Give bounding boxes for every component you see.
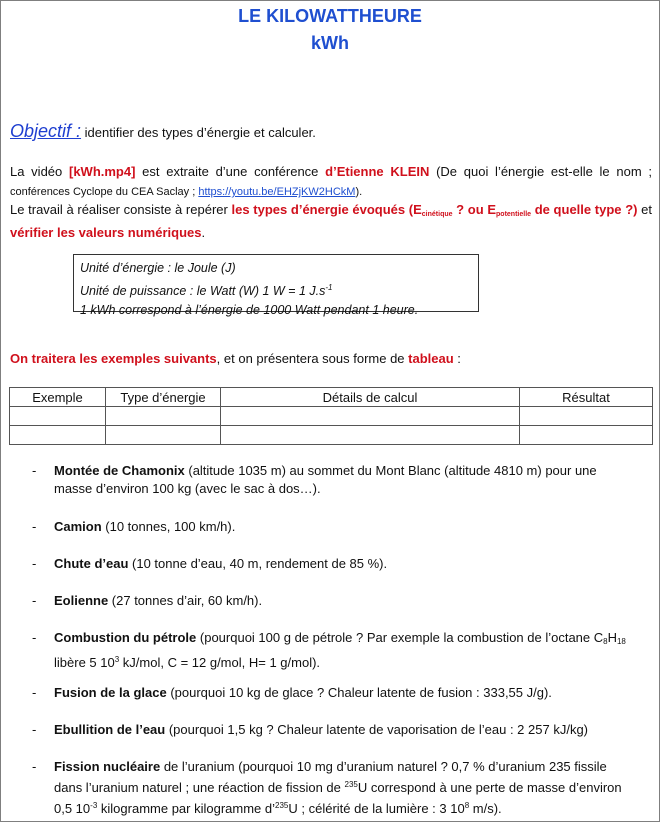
item-title: Chute d’eau xyxy=(54,556,129,571)
table-intro-text: : xyxy=(453,351,461,366)
task-text: et xyxy=(637,202,652,217)
intro-text: est extraite d’une conférence xyxy=(135,164,326,179)
superscript: 3 xyxy=(114,655,120,664)
item-title: Fusion de la glace xyxy=(54,685,167,700)
source-text: conférences Cyclope du CEA Saclay ; xyxy=(10,186,199,198)
item-text: m/s). xyxy=(469,801,502,816)
video-name: [kWh.mp4] xyxy=(68,164,136,179)
header-resultat: Résultat xyxy=(520,388,653,407)
header-exemple: Exemple xyxy=(10,388,106,407)
objective xyxy=(10,121,316,142)
subscript: 18 xyxy=(616,637,626,646)
item-text: (pourquoi 1,5 kg ? Chaleur latente de vaporisation de l’eau : 2 257 kJ/kg) xyxy=(165,722,589,737)
task-text: Le travail à réaliser consiste à repérer xyxy=(10,202,232,217)
item-text: de l’uranium (pourquoi 10 mg d’uranium naturel ? 0,7 % d’uranium 235 fissile dans l’uranium naturel ; une réaction de fission de xyxy=(54,759,607,795)
item-text: U ; célérité de la lumière : 3 10 xyxy=(288,801,465,816)
list-item xyxy=(26,592,626,610)
item-text: libère 5 10 xyxy=(54,655,115,670)
table-cell[interactable] xyxy=(520,407,653,426)
item-title: Combustion du pétrole xyxy=(54,630,197,645)
table-cell[interactable] xyxy=(106,407,221,426)
list-item xyxy=(26,721,626,739)
item-text: (pourquoi 100 g de pétrole ? Par exemple la combustion de l’octane C xyxy=(196,630,604,645)
item-title: Eolienne xyxy=(54,593,109,608)
units-line xyxy=(80,278,472,301)
units-text: Unité de puissance : le Watt (W) 1 W = 1 J.s xyxy=(80,284,326,298)
table-row xyxy=(10,407,653,426)
intro-text: (De quoi l’énergie est-elle le nom ; xyxy=(429,164,652,179)
item-text: (pourquoi 10 kg de glace ? Chaleur latente de fusion : 333,55 J/g). xyxy=(166,685,552,700)
superscript: 235 xyxy=(344,780,358,789)
page-title: LE KILOWATTHEURE xyxy=(238,6,422,26)
objective-text: identifier des types d’énergie et calculer. xyxy=(84,125,316,140)
item-text: (27 tonnes d’air, 60 km/h). xyxy=(108,593,263,608)
table-cell[interactable] xyxy=(520,426,653,445)
item-title: Camion xyxy=(54,519,102,534)
task-highlight: vérifier les valeurs numériques xyxy=(10,225,202,240)
list-item xyxy=(26,758,626,818)
table-row xyxy=(10,426,653,445)
item-text: U correspond à une perte de masse d’environ 0,5 10 xyxy=(54,780,622,816)
units-line: 1 kWh correspond à l’énergie de 1000 Watt pendant 1 heure. xyxy=(80,303,419,317)
subscript: 8 xyxy=(603,637,608,646)
header-details: Détails de calcul xyxy=(221,388,520,407)
list-item xyxy=(26,629,626,672)
item-text: (10 tonne d’eau, 40 m, rendement de 85 %). xyxy=(128,556,388,571)
item-text: H xyxy=(607,630,617,645)
item-text: (altitude 1035 m) au sommet du Mont Blanc (altitude 4810 m) pour une masse d’environ 100 kg (avec le sac à dos…). xyxy=(54,463,597,496)
table-cell[interactable] xyxy=(221,426,520,445)
item-text: (10 tonnes, 100 km/h). xyxy=(101,519,236,534)
task-highlight: ? ou E xyxy=(452,202,497,217)
item-text: kJ/mol, C = 12 g/mol, H= 1 g/mol). xyxy=(119,655,321,670)
task-text: . xyxy=(201,225,206,240)
superscript: -1 xyxy=(325,283,333,292)
task-highlight: de quelle type ?) xyxy=(531,202,638,217)
intro-text: ). xyxy=(355,186,363,198)
superscript: 235 xyxy=(275,801,289,810)
table-intro-highlight: tableau xyxy=(408,351,454,366)
results-table xyxy=(9,387,653,445)
list-item xyxy=(26,684,626,702)
units-box xyxy=(73,254,479,317)
item-title: Ebullition de l’eau xyxy=(54,722,166,737)
item-title: Montée de Chamonix xyxy=(54,463,185,478)
list-item xyxy=(26,555,626,573)
item-title: Fission nucléaire xyxy=(54,759,161,774)
task-highlight: les types d’énergie évoqués (E xyxy=(231,202,422,217)
intro-text: La vidéo xyxy=(10,164,69,179)
objective-label: Objectif : xyxy=(10,121,82,141)
table-cell[interactable] xyxy=(106,426,221,445)
table-intro-highlight: On traitera les exemples suivants xyxy=(10,351,217,366)
item-text: kilogramme par kilogramme d’ xyxy=(97,801,276,816)
units-line: Unité d’énergie : le Joule (J) xyxy=(80,261,236,275)
table-cell[interactable] xyxy=(10,426,106,445)
table-header-row xyxy=(10,388,653,407)
video-link[interactable]: https://youtu.be/EHZjKW2HCkM xyxy=(198,186,356,198)
subscript: potentielle xyxy=(496,211,532,218)
superscript: -3 xyxy=(90,801,98,810)
list-item xyxy=(26,518,626,536)
superscript: 8 xyxy=(464,801,470,810)
page-subtitle: kWh xyxy=(311,33,349,53)
table-cell[interactable] xyxy=(10,407,106,426)
list-item xyxy=(26,462,626,498)
intro-paragraph xyxy=(10,163,652,242)
table-intro xyxy=(10,350,652,368)
table-intro-text: , et on présentera sous forme de xyxy=(216,351,409,366)
table-cell[interactable] xyxy=(221,407,520,426)
subscript: cinétique xyxy=(421,211,453,218)
header-type: Type d’énergie xyxy=(106,388,221,407)
speaker-name: d’Etienne KLEIN xyxy=(325,164,430,179)
